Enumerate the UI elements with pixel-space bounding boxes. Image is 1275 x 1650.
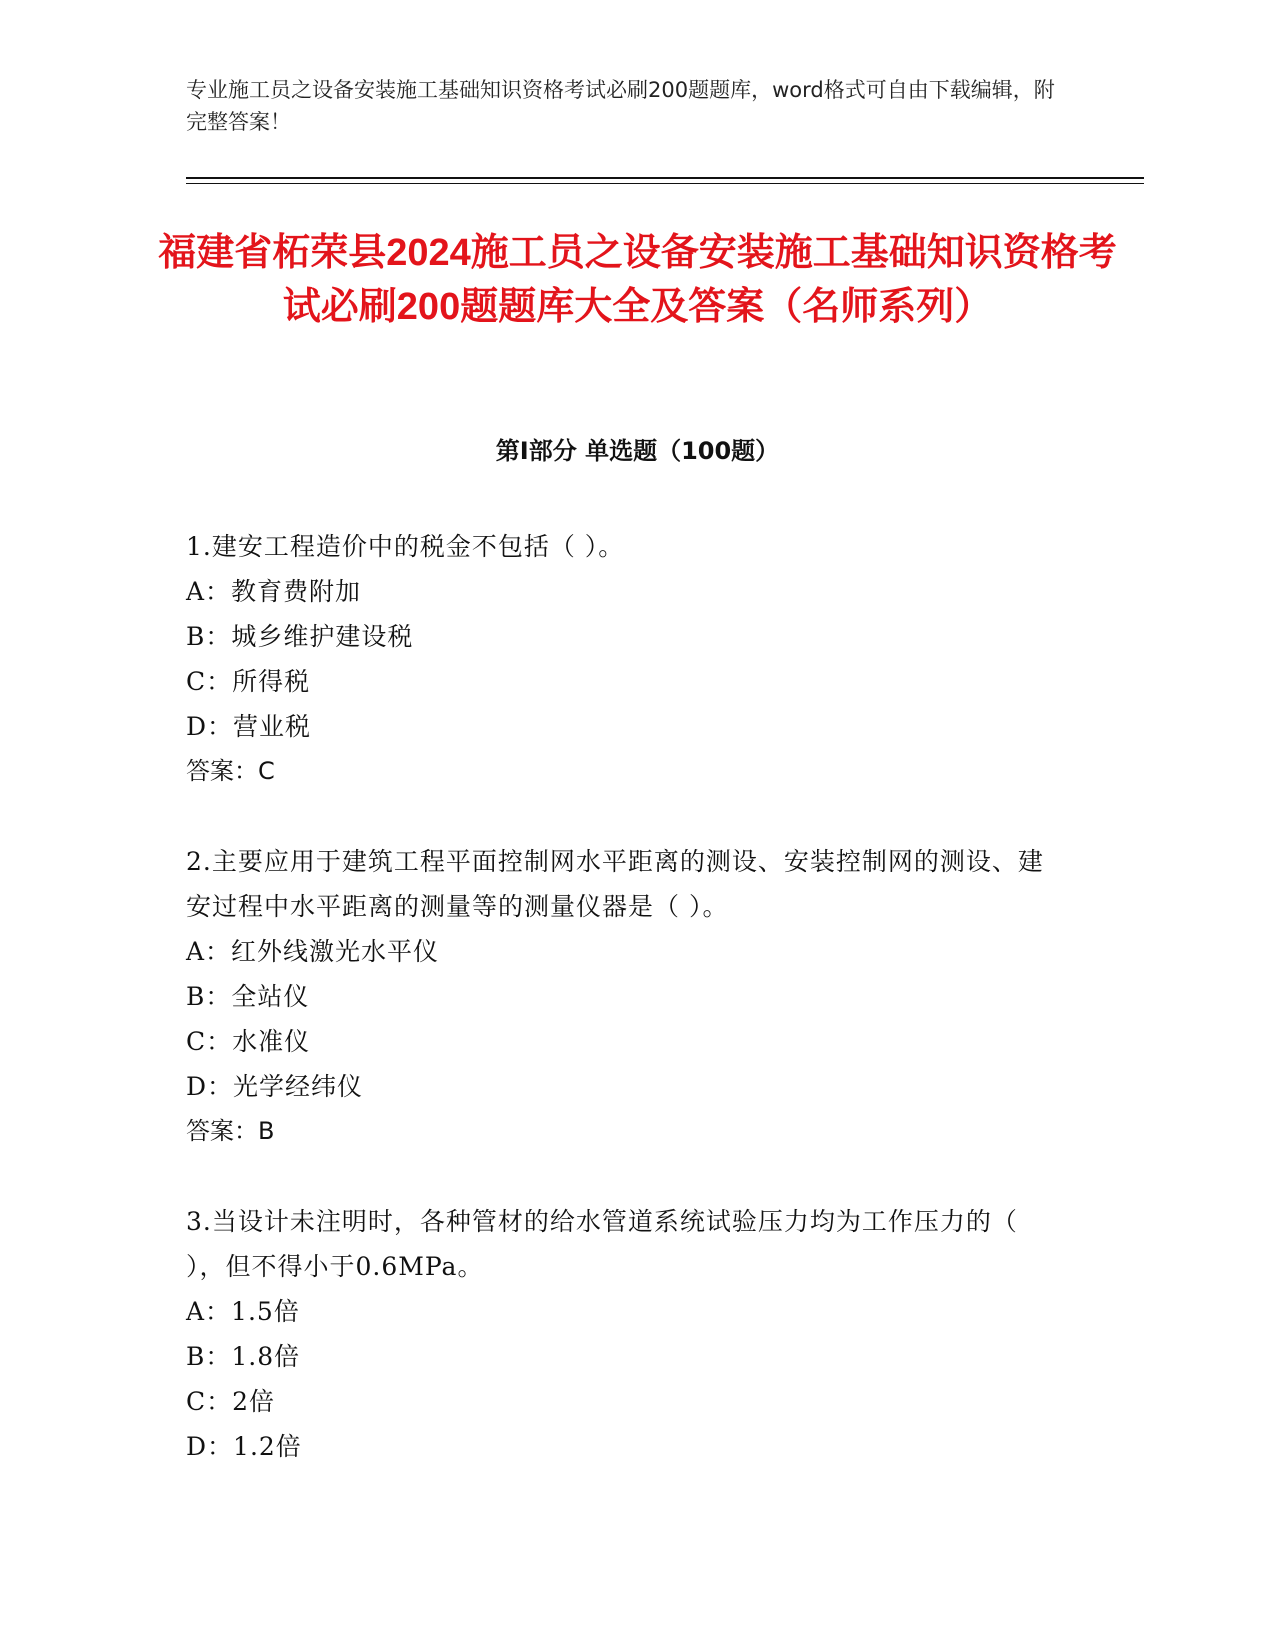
- option-a: A：教育费附加: [186, 577, 362, 606]
- question-item: [186, 839, 1066, 1154]
- section-title: 第Ⅰ部分 单选题（100题）: [495, 437, 780, 465]
- option-d: D：1.2倍: [186, 1432, 302, 1461]
- question-list: [186, 524, 1066, 1514]
- option-c: C：所得税: [186, 667, 311, 696]
- question-item: [186, 1199, 1066, 1469]
- question-stem: 1.建安工程造价中的税金不包括（ ）。: [186, 532, 625, 561]
- option-b: B：城乡维护建设税: [186, 622, 414, 651]
- option-b: B：全站仪: [186, 982, 310, 1011]
- option-a: A：1.5倍: [186, 1297, 300, 1326]
- answer: 答案：C: [186, 757, 275, 785]
- answer: 答案：B: [186, 1117, 275, 1145]
- question-stem: 2.主要应用于建筑工程平面控制网水平距离的测设、安装控制网的测设、建安过程中水平距离的测量等的测量仪器是（ ）。: [186, 847, 1044, 921]
- option-c: C：2倍: [186, 1387, 276, 1416]
- option-d: D：营业税: [186, 712, 312, 741]
- header-divider-thin: [186, 183, 1144, 184]
- question-item: [186, 524, 1066, 794]
- document-title: 福建省柘荣县2024施工员之设备安装施工基础知识资格考试必刷200题题库大全及答案（名师系列）: [158, 232, 1117, 328]
- option-d: D：光学经纬仪: [186, 1072, 364, 1101]
- option-b: B：1.8倍: [186, 1342, 301, 1371]
- option-a: A：红外线激光水平仪: [186, 937, 440, 966]
- header-divider-thick: [186, 177, 1144, 179]
- header-note: 专业施工员之设备安装施工基础知识资格考试必刷200题题库，word格式可自由下载编辑，附完整答案！: [186, 78, 1055, 134]
- option-c: C：水准仪: [186, 1027, 311, 1056]
- question-stem: 3.当设计未注明时，各种管材的给水管道系统试验压力均为工作压力的（ ），但不得小于0.6MPa。: [186, 1207, 1018, 1281]
